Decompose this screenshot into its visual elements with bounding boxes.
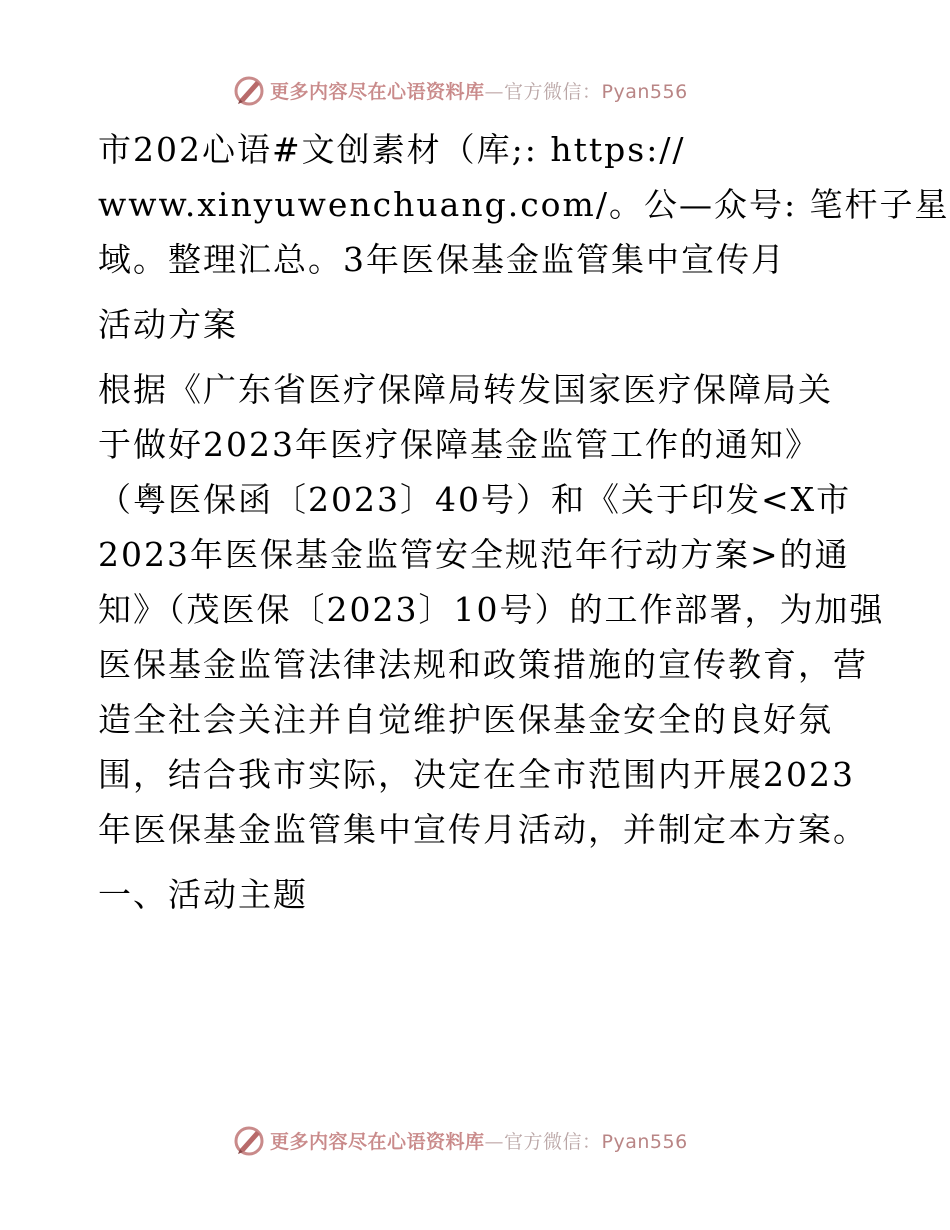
footer-watermark [232, 1120, 752, 1160]
intro-line: 域。整理汇总。3年医保基金监管集中宣传月 [98, 240, 786, 279]
document-title [98, 297, 868, 352]
intro-line: www.xinyuwenchuang.com/。公—众号: 笔杆子星 [98, 185, 950, 224]
title-line: 活动方案 [98, 305, 238, 344]
section-heading-line: 一、活动主题 [98, 875, 308, 914]
watermark-text [270, 1127, 688, 1154]
intro-line: 市202心语#文创素材（库;: https:// [98, 130, 686, 169]
body-line: 年医保基金监管集中宣传月活动，并制定本方案。 [98, 810, 868, 849]
section-heading [98, 867, 868, 922]
body-line: 知》（茂医保〔2023〕10号）的工作部署，为加强 [98, 590, 885, 629]
watermark-account: Pyan556 [601, 1130, 688, 1153]
watermark-brand: 更多内容尽在心语资料库 [270, 1130, 485, 1153]
watermark-official: 官方微信： [504, 1130, 602, 1153]
watermark-dash: — [484, 80, 505, 103]
header-watermark [232, 70, 752, 110]
body-paragraph [98, 362, 885, 857]
body-line: 于做好2023年医疗保障基金监管工作的通知》 [98, 425, 820, 464]
pen-logo-icon [232, 73, 266, 107]
body-line: 造全社会关注并自觉维护医保基金安全的良好氛 [98, 700, 833, 739]
watermark-account: Pyan556 [601, 80, 688, 103]
body-line: 2023年医保基金监管安全规范年行动方案>的通 [98, 535, 850, 574]
body-line: （粤医保函〔2023〕40号）和《关于印发<X市 [98, 480, 852, 519]
watermark-dash: — [484, 1130, 505, 1153]
pen-logo-icon [232, 1123, 266, 1157]
document-body [98, 122, 950, 922]
watermark-text [270, 77, 688, 104]
intro-paragraph [98, 122, 950, 287]
body-line: 医保基金监管法律法规和政策措施的宣传教育，营 [98, 645, 868, 684]
body-line: 围，结合我市实际，决定在全市范围内开展2023 [98, 755, 855, 794]
body-line: 根据《广东省医疗保障局转发国家医疗保障局关 [98, 370, 833, 409]
watermark-brand: 更多内容尽在心语资料库 [270, 80, 485, 103]
watermark-official: 官方微信： [504, 80, 602, 103]
